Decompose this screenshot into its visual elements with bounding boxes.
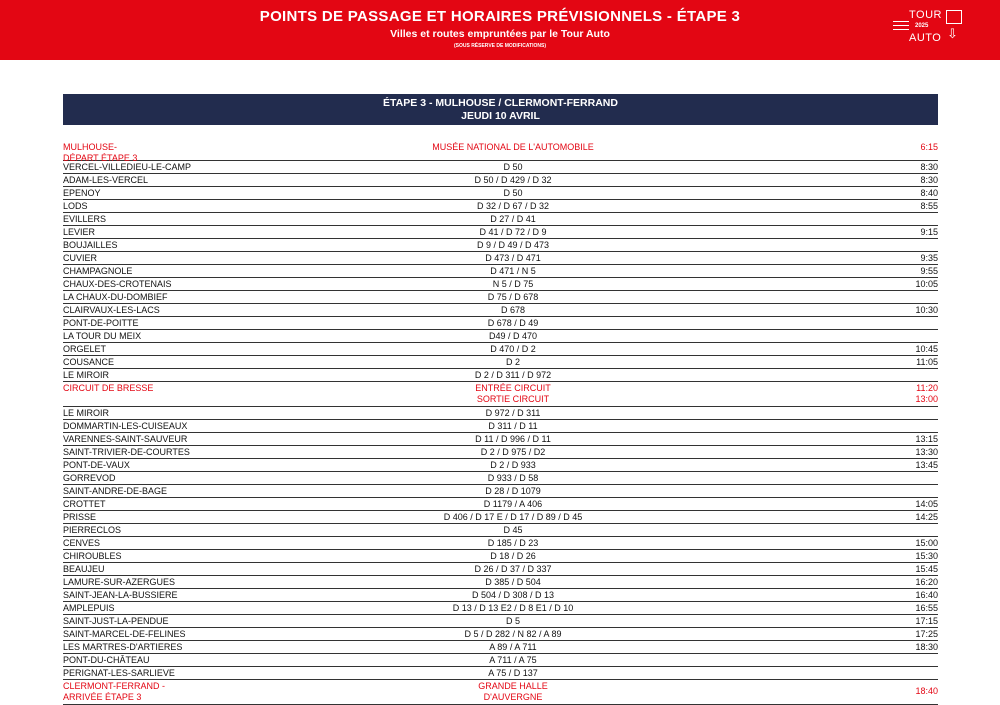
road-cell	[338, 641, 688, 653]
road-cell	[338, 407, 688, 419]
table-row	[63, 239, 938, 252]
time-cell	[858, 459, 938, 471]
road-cell-line: A 711 / A 75	[489, 655, 537, 665]
time-cell-line: 9:35	[920, 253, 938, 263]
town-cell-line: SAINT-TRIVIER-DE-COURTES	[63, 447, 190, 457]
town-cell-line: CLERMONT-FERRAND -	[63, 681, 166, 691]
page-header	[0, 0, 1000, 60]
time-cell-line: 13:45	[915, 460, 938, 470]
town-cell	[63, 278, 363, 290]
town-cell	[63, 291, 363, 303]
road-cell	[338, 304, 688, 316]
town-cell-line: CHIROUBLES	[63, 551, 122, 561]
town-cell	[63, 602, 363, 614]
logo-speed-lines	[893, 21, 909, 33]
road-cell	[338, 239, 688, 251]
road-cell	[338, 343, 688, 355]
town-cell	[63, 356, 363, 368]
schedule-table	[63, 136, 938, 705]
time-cell	[858, 161, 938, 173]
town-cell-line: VARENNES-SAINT-SAUVEUR	[63, 434, 188, 444]
table-row	[63, 576, 938, 589]
stage-date: JEUDI 10 AVRIL	[461, 110, 540, 122]
town-cell	[63, 317, 363, 329]
town-cell	[63, 667, 363, 679]
town-cell-line: PERIGNAT-LES-SARLIEVE	[63, 668, 175, 678]
road-cell	[338, 278, 688, 290]
town-cell	[63, 511, 363, 523]
town-cell-line: LA CHAUX-DU-DOMBIEF	[63, 292, 168, 302]
time-cell	[858, 343, 938, 355]
town-cell	[63, 576, 363, 588]
road-cell	[338, 317, 688, 329]
town-cell	[63, 407, 363, 419]
road-cell	[338, 615, 688, 627]
road-cell-line: D 18 / D 26	[490, 551, 536, 561]
town-cell-line: LE MIROIR	[63, 408, 110, 418]
time-cell-line: 11:05	[916, 357, 938, 367]
road-cell-line: D 9 / D 49 / D 473	[476, 240, 550, 250]
town-cell-line: ORGELET	[63, 344, 107, 354]
table-row	[63, 524, 938, 537]
town-cell	[63, 200, 363, 212]
logo-year: 2025	[915, 23, 929, 29]
town-cell	[63, 537, 363, 549]
town-cell	[63, 550, 363, 562]
town-cell-line: LAMURE-SUR-AZERGUES	[63, 577, 176, 587]
road-cell	[338, 369, 688, 381]
road-cell-line: SORTIE CIRCUIT	[476, 394, 550, 404]
time-cell-line: 6:15	[920, 142, 938, 152]
town-cell-line: CLAIRVAUX-LES-LACS	[63, 305, 160, 315]
time-cell	[858, 498, 938, 510]
town-cell-line: GORREVOD	[63, 473, 116, 483]
table-row	[63, 459, 938, 472]
road-cell-line: D 2 / D 311 / D 972	[474, 370, 552, 380]
town-cell	[63, 252, 363, 264]
road-cell	[338, 291, 688, 303]
road-cell-line: D 41 / D 72 / D 9	[479, 227, 547, 237]
time-cell	[858, 628, 938, 640]
time-cell-line: 8:40	[920, 188, 938, 198]
logo-line1: TOUR	[909, 9, 942, 21]
town-cell	[63, 343, 363, 355]
table-row	[63, 641, 938, 654]
town-cell-line: PONT-DU-CHÂTEAU	[63, 655, 150, 665]
table-row	[63, 550, 938, 563]
town-cell	[63, 641, 363, 653]
road-cell	[338, 498, 688, 510]
table-row	[63, 407, 938, 420]
time-cell-line: 17:25	[915, 629, 938, 639]
town-cell-line: PONT-DE-VAUX	[63, 460, 130, 470]
road-cell-line: D 50	[503, 162, 523, 172]
town-cell-line: EVILLERS	[63, 214, 107, 224]
time-cell	[858, 226, 938, 238]
road-cell-line: D 13 / D 13 E2 / D 8 E1 / D 10	[452, 603, 574, 613]
town-cell	[63, 226, 363, 238]
time-cell-line: 10:05	[915, 279, 938, 289]
town-cell-line: EPENOY	[63, 188, 101, 198]
road-cell	[338, 446, 688, 458]
road-cell	[338, 537, 688, 549]
time-cell-line: 15:45	[915, 564, 938, 574]
table-row	[63, 472, 938, 485]
table-row	[63, 252, 938, 265]
table-row	[63, 278, 938, 291]
town-cell-line: PIERRECLOS	[63, 525, 122, 535]
road-cell-line: D 11 / D 996 / D 11	[475, 434, 551, 444]
logo-box-icon	[946, 10, 962, 24]
town-cell-line: COUSANCE	[63, 357, 115, 367]
road-cell-line: D 471 / N 5	[490, 266, 536, 276]
road-cell-line: D 678	[500, 305, 526, 315]
town-cell	[63, 615, 363, 627]
town-cell-line: LE MIROIR	[63, 370, 110, 380]
town-cell-line: PRISSE	[63, 512, 97, 522]
time-cell-line: 13:30	[915, 447, 938, 457]
time-cell	[858, 589, 938, 601]
road-cell-line: D 385 / D 504	[485, 577, 541, 587]
page-title: POINTS DE PASSAGE ET HORAIRES PRÉVISIONNELS - ÉTAPE 3	[259, 8, 741, 25]
road-cell	[338, 628, 688, 640]
road-cell	[338, 654, 688, 666]
town-cell-line: DÉPART ÉTAPE 3	[63, 153, 138, 163]
road-cell-line: A 89 / A 711	[489, 642, 537, 652]
time-cell-line: 17:15	[915, 616, 938, 626]
road-cell-line: D 2 / D 975 / D2	[480, 447, 546, 457]
road-cell	[338, 420, 688, 432]
town-cell-line: ARRIVÉE ÉTAPE 3	[63, 692, 142, 702]
table-row	[63, 602, 938, 615]
town-cell-line: AMPLEPUIS	[63, 603, 115, 613]
table-row	[63, 628, 938, 641]
road-cell	[338, 576, 688, 588]
town-cell	[63, 420, 363, 432]
table-row	[63, 615, 938, 628]
road-cell-line: D 26 / D 37 / D 337	[474, 564, 552, 574]
time-cell	[858, 252, 938, 264]
town-cell-line: SAINT-JUST-LA-PENDUE	[63, 616, 169, 626]
road-cell-line: D 406 / D 17 E / D 17 / D 89 / D 45	[443, 512, 583, 522]
town-cell-line: SAINT-JEAN-LA-BUSSIERE	[63, 590, 178, 600]
road-cell-line: D 473 / D 471	[485, 253, 541, 263]
time-cell-line: 13:15	[915, 434, 938, 444]
time-cell-line: 15:00	[915, 538, 938, 548]
table-row	[63, 213, 938, 226]
time-cell	[858, 356, 938, 368]
time-cell-line: 14:25	[915, 512, 938, 522]
town-cell	[63, 472, 363, 484]
road-cell-line: D 311 / D 11	[488, 421, 538, 431]
town-cell-line: VERCEL-VILLEDIEU-LE-CAMP	[63, 162, 192, 172]
road-cell	[338, 459, 688, 471]
town-cell	[63, 383, 363, 394]
page-subtitle: Villes et routes empruntées par le Tour Auto	[390, 28, 610, 40]
town-cell-line: LA TOUR DU MEIX	[63, 331, 142, 341]
town-cell	[63, 446, 363, 458]
time-cell	[858, 576, 938, 588]
road-cell-line: D 27 / D 41	[490, 214, 536, 224]
table-row	[63, 330, 938, 343]
table-row	[63, 174, 938, 187]
town-cell-line: LODS	[63, 201, 88, 211]
road-cell-line: D 75 / D 678	[487, 292, 539, 302]
road-cell	[338, 602, 688, 614]
road-cell	[338, 265, 688, 277]
time-cell	[858, 433, 938, 445]
road-cell-line: D49 / D 470	[488, 331, 538, 341]
time-cell-line: 16:20	[915, 577, 938, 587]
town-cell	[63, 563, 363, 575]
town-cell-line: BOUJAILLES	[63, 240, 118, 250]
road-cell-line: D 5	[505, 616, 520, 626]
logo-line2: AUTO	[909, 32, 942, 44]
time-cell	[858, 602, 938, 614]
town-cell-line: MULHOUSE-	[63, 142, 118, 152]
town-cell-line: LES MARTRES-D'ARTIERES	[63, 642, 183, 652]
table-row	[63, 654, 938, 667]
time-cell-line: 8:55	[920, 201, 938, 211]
town-cell-line: ADAM-LES-VERCEL	[63, 175, 149, 185]
tour-auto-logo	[893, 7, 975, 49]
table-row	[63, 537, 938, 550]
time-cell	[858, 200, 938, 212]
time-cell	[858, 383, 938, 405]
time-cell-line: 8:30	[920, 162, 938, 172]
road-cell	[338, 524, 688, 536]
town-cell	[63, 174, 363, 186]
road-cell-line: GRANDE HALLE	[478, 681, 548, 691]
town-cell	[63, 459, 363, 471]
road-cell-line: D 504 / D 308 / D 13	[471, 590, 555, 600]
table-row	[63, 304, 938, 317]
time-cell	[858, 142, 938, 153]
time-cell-line: 11:20	[916, 383, 938, 393]
town-cell	[63, 654, 363, 666]
table-row	[63, 356, 938, 369]
road-cell-line: ENTRÉE CIRCUIT	[475, 383, 551, 393]
town-cell	[63, 161, 363, 173]
town-cell-line: SAINT-ANDRE-DE-BAGE	[63, 486, 168, 496]
table-row	[63, 680, 938, 705]
town-cell	[63, 304, 363, 316]
road-cell-line: D 678 / D 49	[487, 318, 539, 328]
road-cell-line: D 28 / D 1079	[485, 486, 541, 496]
time-cell	[858, 563, 938, 575]
table-row	[63, 589, 938, 602]
table-row	[63, 187, 938, 200]
road-cell	[338, 161, 688, 173]
table-row	[63, 317, 938, 330]
modification-note: (SOUS RÉSERVE DE MODIFICATIONS)	[453, 43, 547, 49]
road-cell	[338, 667, 688, 679]
road-cell	[338, 174, 688, 186]
town-cell-line: CIRCUIT DE BRESSE	[63, 383, 154, 393]
town-cell	[63, 213, 363, 225]
table-row	[63, 485, 938, 498]
town-cell-line: CHAMPAGNOLE	[63, 266, 133, 276]
table-row	[63, 446, 938, 459]
table-row	[63, 226, 938, 239]
time-cell	[858, 511, 938, 523]
time-cell	[858, 550, 938, 562]
time-cell	[858, 265, 938, 277]
time-cell	[858, 686, 938, 697]
road-cell-line: D 185 / D 23	[487, 538, 539, 548]
road-cell	[338, 589, 688, 601]
time-cell-line: 9:15	[920, 227, 938, 237]
time-cell	[858, 537, 938, 549]
town-cell	[63, 239, 363, 251]
time-cell-line: 15:30	[915, 551, 938, 561]
time-cell-line: 8:30	[920, 175, 938, 185]
road-cell	[338, 213, 688, 225]
table-row	[63, 136, 938, 161]
stage-banner	[63, 94, 938, 125]
road-cell-line: D 50 / D 429 / D 32	[474, 175, 552, 185]
road-cell	[338, 142, 688, 153]
road-cell	[338, 187, 688, 199]
road-cell	[338, 550, 688, 562]
time-cell	[858, 278, 938, 290]
table-row	[63, 265, 938, 278]
time-cell-line: 16:55	[915, 603, 938, 613]
time-cell-line: 18:30	[915, 642, 938, 652]
road-cell	[338, 433, 688, 445]
road-cell	[338, 200, 688, 212]
road-cell	[338, 226, 688, 238]
town-cell-line: CHAUX-DES-CROTENAIS	[63, 279, 172, 289]
road-cell-line: D 50	[503, 188, 523, 198]
road-cell	[338, 563, 688, 575]
time-cell-line: 10:30	[915, 305, 938, 315]
table-row	[63, 343, 938, 356]
table-row	[63, 200, 938, 213]
town-cell	[63, 485, 363, 497]
town-cell	[63, 265, 363, 277]
road-cell-line: MUSÉE NATIONAL DE L'AUTOMOBILE	[432, 142, 594, 152]
town-cell	[63, 681, 363, 703]
road-cell	[338, 511, 688, 523]
road-cell-line: D 470 / D 2	[490, 344, 536, 354]
road-cell-line: D 933 / D 58	[487, 473, 539, 483]
town-cell-line: PONT-DE-POITTE	[63, 318, 139, 328]
time-cell	[858, 187, 938, 199]
time-cell	[858, 174, 938, 186]
road-cell-line: N 5 / D 75	[492, 279, 534, 289]
road-cell-line: D'AUVERGNE	[483, 692, 543, 702]
town-cell-line: LEVIER	[63, 227, 96, 237]
time-cell-line: 14:05	[915, 499, 938, 509]
table-row	[63, 291, 938, 304]
time-cell	[858, 615, 938, 627]
stage-route: ÉTAPE 3 - MULHOUSE / CLERMONT-FERRAND	[383, 97, 618, 109]
table-row	[63, 161, 938, 174]
time-cell-line: 10:45	[915, 344, 938, 354]
town-cell-line: CROTTET	[63, 499, 106, 509]
time-cell	[858, 304, 938, 316]
road-cell	[338, 356, 688, 368]
table-row	[63, 382, 938, 407]
road-cell-line: D 2 / D 933	[490, 460, 536, 470]
town-cell	[63, 524, 363, 536]
time-cell-line: 16:40	[915, 590, 938, 600]
road-cell	[338, 681, 688, 703]
town-cell	[63, 498, 363, 510]
town-cell	[63, 187, 363, 199]
logo-arrow-icon: ⇩	[947, 26, 958, 41]
table-row	[63, 511, 938, 524]
table-row	[63, 433, 938, 446]
time-cell-line: 13:00	[915, 394, 938, 404]
time-cell-line: 9:55	[920, 266, 938, 276]
road-cell-line: D 5 / D 282 / N 82 / A 89	[464, 629, 562, 639]
town-cell	[63, 589, 363, 601]
road-cell-line: A 75 / D 137	[488, 668, 538, 678]
town-cell	[63, 369, 363, 381]
road-cell	[338, 485, 688, 497]
town-cell-line: DOMMARTIN-LES-CUISEAUX	[63, 421, 188, 431]
road-cell	[338, 330, 688, 342]
table-row	[63, 498, 938, 511]
town-cell-line: SAINT-MARCEL-DE-FELINES	[63, 629, 186, 639]
road-cell	[338, 472, 688, 484]
town-cell	[63, 628, 363, 640]
town-cell-line: CENVES	[63, 538, 101, 548]
town-cell	[63, 433, 363, 445]
road-cell-line: D 2	[505, 357, 520, 367]
time-cell-line: 18:40	[915, 686, 938, 696]
time-cell	[858, 446, 938, 458]
table-row	[63, 369, 938, 382]
road-cell-line: D 1179 / A 406	[483, 499, 543, 509]
road-cell-line: D 972 / D 311	[485, 408, 541, 418]
road-cell	[338, 252, 688, 264]
table-row	[63, 420, 938, 433]
road-cell-line: D 32 / D 67 / D 32	[476, 201, 550, 211]
road-cell-line: D 45	[503, 525, 523, 535]
table-row	[63, 563, 938, 576]
road-cell	[338, 383, 688, 405]
town-cell	[63, 330, 363, 342]
time-cell	[858, 641, 938, 653]
town-cell-line: BEAUJEU	[63, 564, 105, 574]
table-row	[63, 667, 938, 680]
town-cell-line: CUVIER	[63, 253, 98, 263]
